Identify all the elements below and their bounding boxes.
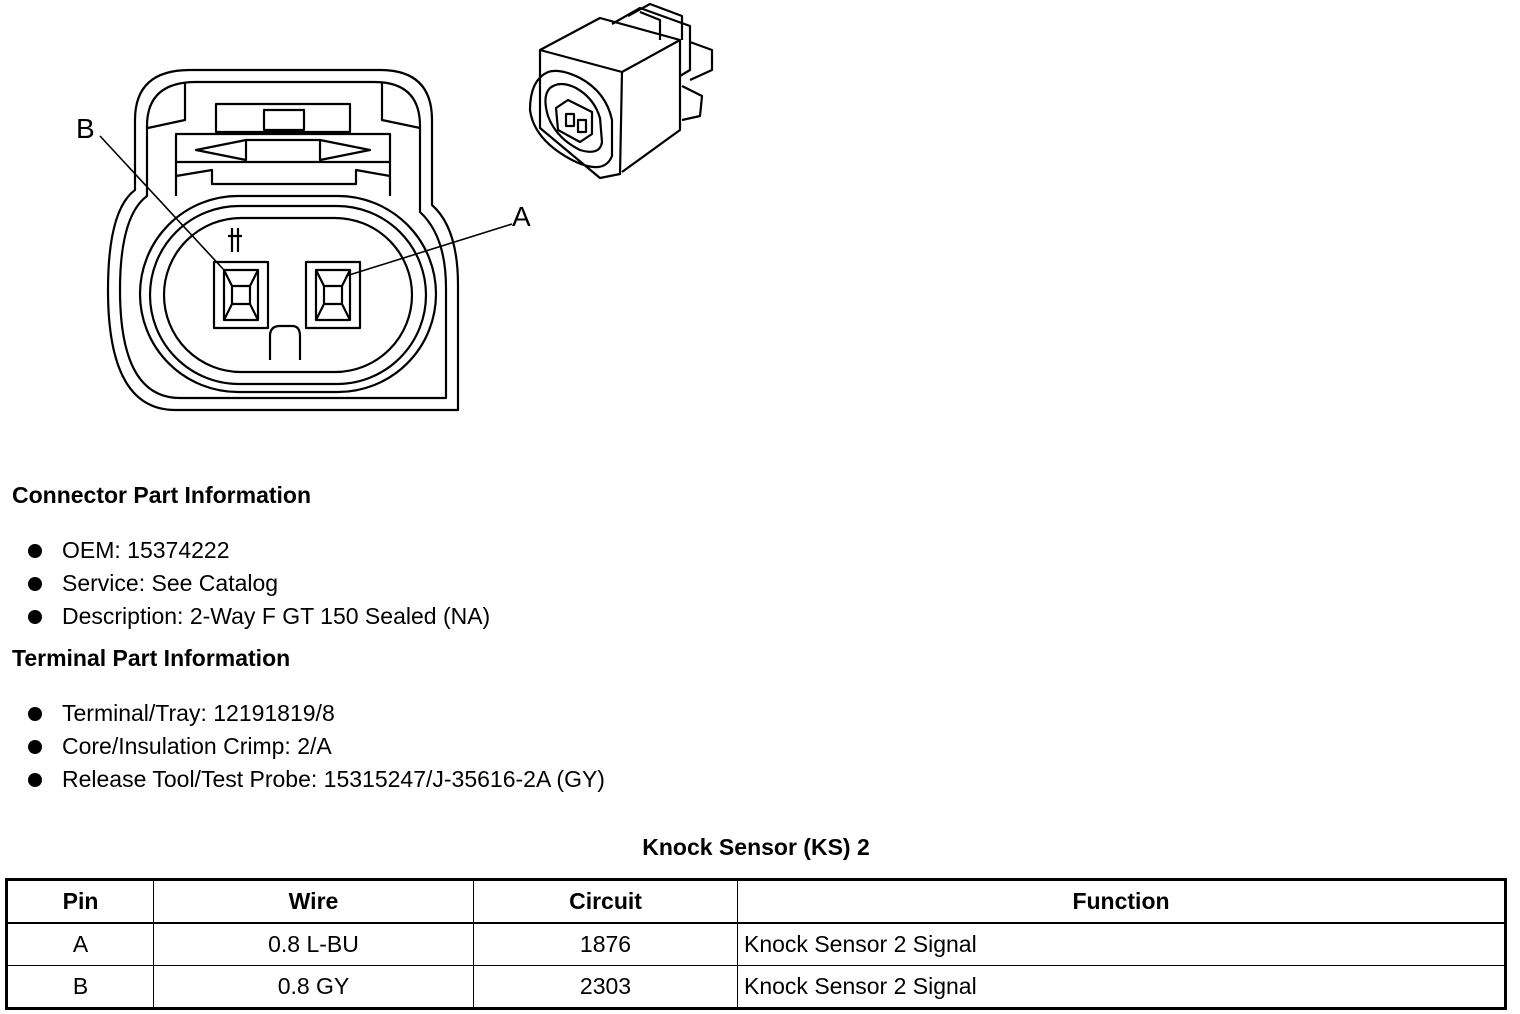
column-header-wire: Wire xyxy=(154,880,474,924)
housing-outline xyxy=(108,70,458,410)
cell-circuit: 2303 xyxy=(474,966,738,1009)
table-header-row xyxy=(7,880,1506,924)
bullet-icon xyxy=(28,610,42,624)
terminal-info-list xyxy=(28,700,605,799)
bullet-icon xyxy=(28,544,42,558)
connector-info-list xyxy=(28,537,490,636)
list-item xyxy=(28,733,605,766)
list-item xyxy=(28,570,490,603)
cell-function: Knock Sensor 2 Signal xyxy=(738,966,1506,1009)
column-header-function: Function xyxy=(738,880,1506,924)
bullet-icon xyxy=(28,707,42,721)
connector-info-text: Description: 2-Way F GT 150 Sealed (NA) xyxy=(62,603,491,629)
connector-info-heading: Connector Part Information xyxy=(12,482,312,508)
cell-pin: A xyxy=(7,923,154,966)
column-header-pin: Pin xyxy=(7,880,154,924)
terminal-cavity-b xyxy=(214,262,268,328)
pin-b-label: B xyxy=(76,113,95,144)
bullet-icon xyxy=(28,740,42,754)
table-row xyxy=(7,923,1506,966)
terminal-info-heading: Terminal Part Information xyxy=(12,645,291,671)
bullet-icon xyxy=(28,577,42,591)
terminal-info-text: Terminal/Tray: 12191819/8 xyxy=(62,700,335,726)
cell-wire: 0.8 GY xyxy=(154,966,474,1009)
list-item xyxy=(28,766,605,799)
list-item xyxy=(28,700,605,733)
terminal-info-text: Release Tool/Test Probe: 15315247/J-35616-2A (GY) xyxy=(62,766,605,792)
connector-info-text: Service: See Catalog xyxy=(62,570,279,596)
bullet-icon xyxy=(28,773,42,787)
connector-isometric-view xyxy=(530,4,712,178)
pin-a-label: A xyxy=(512,201,531,232)
column-header-circuit: Circuit xyxy=(474,880,738,924)
list-item xyxy=(28,537,490,570)
cell-circuit: 1876 xyxy=(474,923,738,966)
pin-table-title: Knock Sensor (KS) 2 xyxy=(642,834,870,860)
list-item xyxy=(28,603,490,636)
table-row xyxy=(7,966,1506,1009)
connector-diagram xyxy=(0,0,760,430)
terminal-cavity-a xyxy=(306,262,360,328)
terminal-info-text: Core/Insulation Crimp: 2/A xyxy=(62,733,332,759)
cell-function: Knock Sensor 2 Signal xyxy=(738,923,1506,966)
connector-face-illustration xyxy=(0,0,760,430)
cell-wire: 0.8 L-BU xyxy=(154,923,474,966)
cell-pin: B xyxy=(7,966,154,1009)
pin-table xyxy=(5,878,1507,1010)
connector-info-text: OEM: 15374222 xyxy=(62,537,230,563)
